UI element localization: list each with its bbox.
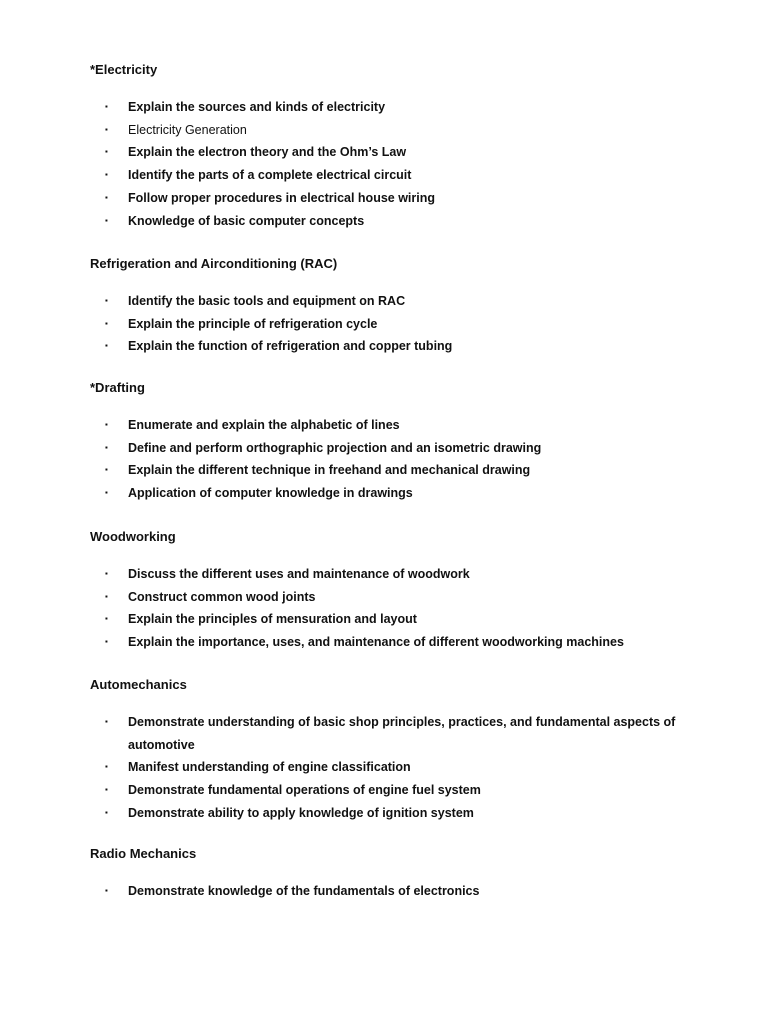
- bullet-icon: ▪: [105, 318, 108, 328]
- section-automechanics: [90, 677, 710, 825]
- bullet-icon: ▪: [105, 341, 108, 351]
- list-item-text: Explain the function of refrigeration and copper tubing: [128, 339, 453, 354]
- bullet-icon: ▪: [105, 717, 108, 726]
- bullet-icon: ▪: [105, 591, 108, 601]
- section-woodworking: [90, 529, 710, 654]
- list-item: [90, 210, 710, 233]
- list-item: [90, 437, 710, 460]
- list-item: [90, 290, 710, 313]
- list-item-text: Construct common wood joints: [128, 589, 316, 604]
- list-item-text: Discuss the different uses and maintenance of woodwork: [128, 567, 470, 581]
- section-title: Radio Mechanics: [90, 846, 197, 861]
- list-item-text: Follow proper procedures in electrical house wiring: [128, 190, 436, 205]
- item-list: [90, 563, 710, 654]
- list-item: [90, 96, 710, 119]
- bullet-icon: ▪: [105, 442, 108, 452]
- item-list: [90, 96, 710, 232]
- list-item: [90, 756, 710, 779]
- section-electricity: [90, 62, 710, 232]
- section-rac: [90, 256, 710, 358]
- bullet-icon: ▪: [105, 637, 108, 647]
- list-item: [90, 459, 710, 482]
- list-item-text: Demonstrate ability to apply knowledge of ignition system: [128, 805, 474, 820]
- item-list: [90, 414, 710, 505]
- item-list: [90, 711, 710, 825]
- list-item-text: Demonstrate fundamental operations of engine fuel system: [128, 783, 481, 798]
- bullet-icon: ▪: [105, 785, 108, 795]
- section-title: Automechanics: [90, 677, 187, 692]
- list-item-text: Identify the basic tools and equipment on RAC: [128, 294, 406, 308]
- bullet-icon: ▪: [105, 569, 108, 578]
- list-item-text: Explain the principle of refrigeration cycle: [128, 316, 378, 331]
- bullet-icon: ▪: [105, 192, 108, 202]
- list-item: [90, 141, 710, 164]
- bullet-icon: ▪: [105, 886, 108, 895]
- section-radio-mechanics: [90, 846, 710, 903]
- bullet-icon: ▪: [105, 614, 108, 624]
- list-item-text: Explain the different technique in freehand and mechanical drawing: [128, 463, 531, 478]
- section-drafting: [90, 380, 710, 505]
- list-item-text: Explain the electron theory and the Ohm’s Law: [128, 145, 407, 160]
- list-item: [90, 414, 710, 437]
- bullet-icon: ▪: [105, 465, 108, 475]
- bullet-icon: ▪: [105, 102, 108, 111]
- bullet-icon: ▪: [105, 488, 108, 498]
- section-title: *Drafting: [90, 380, 145, 395]
- list-item: [90, 711, 710, 756]
- section-title: *Electricity: [90, 62, 158, 77]
- list-item: [90, 779, 710, 802]
- bullet-icon: ▪: [105, 147, 108, 157]
- bullet-icon: ▪: [105, 124, 108, 134]
- list-item-text: Define and perform orthographic projection and an isometric drawing: [128, 440, 542, 455]
- list-item: [90, 608, 710, 631]
- list-item-text: Application of computer knowledge in drawings: [128, 486, 413, 501]
- bullet-icon: ▪: [105, 215, 108, 225]
- bullet-icon: ▪: [105, 807, 108, 817]
- list-item: [90, 586, 710, 609]
- item-list: [90, 880, 710, 903]
- list-item-text: Explain the importance, uses, and maintenance of different woodworking machines: [128, 635, 624, 650]
- section-title: Refrigeration and Airconditioning (RAC): [90, 256, 338, 271]
- list-item-text: Identify the parts of a complete electrical circuit: [128, 168, 412, 183]
- list-item: [90, 482, 710, 505]
- list-item-text: Explain the principles of mensuration and layout: [128, 612, 417, 627]
- list-item: [90, 164, 710, 187]
- list-item: [90, 563, 710, 586]
- bullet-icon: ▪: [105, 296, 108, 305]
- list-item-text: Demonstrate understanding of basic shop principles, practices, and fundamental aspects of automotive: [128, 715, 676, 752]
- list-item-text: Electricity Generation: [128, 122, 247, 137]
- list-item-text: Demonstrate knowledge of the fundamentals of electronics: [128, 884, 480, 898]
- list-item-text: Knowledge of basic computer concepts: [128, 213, 365, 228]
- list-item-text: Manifest understanding of engine classification: [128, 760, 411, 775]
- list-item-text: Enumerate and explain the alphabetic of lines: [128, 418, 400, 432]
- list-item: [90, 802, 710, 825]
- bullet-icon: ▪: [105, 170, 108, 180]
- bullet-icon: ▪: [105, 762, 108, 772]
- list-item: [90, 187, 710, 210]
- bullet-icon: ▪: [105, 420, 108, 429]
- list-item-text: Explain the sources and kinds of electricity: [128, 100, 386, 114]
- section-title: Woodworking: [90, 529, 176, 544]
- list-item: [90, 880, 710, 903]
- list-item: [90, 313, 710, 336]
- item-list: [90, 290, 710, 358]
- list-item: [90, 119, 710, 142]
- list-item: [90, 631, 710, 654]
- list-item: [90, 335, 710, 358]
